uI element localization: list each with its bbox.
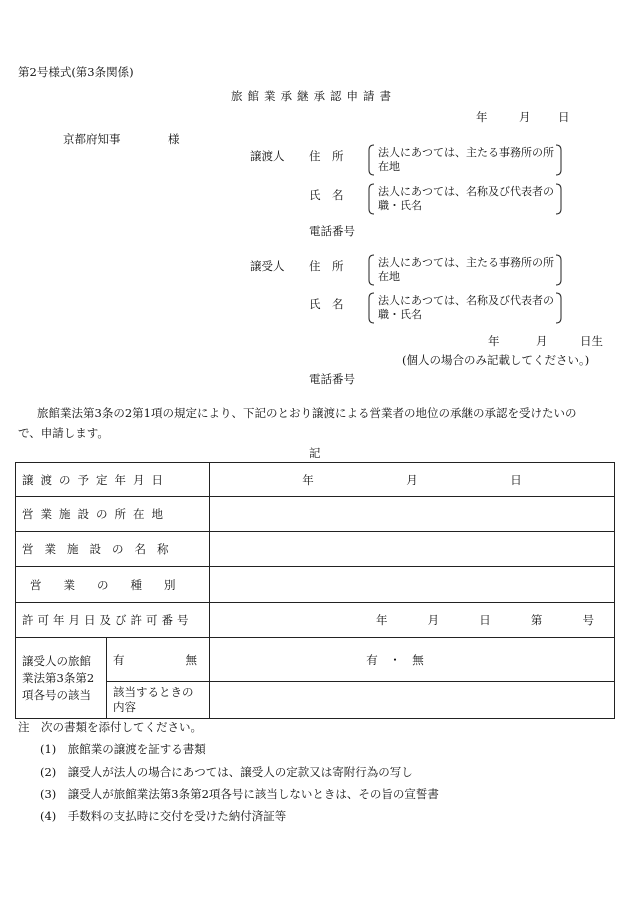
ki-heading: 記 — [309, 446, 321, 460]
table-row — [16, 602, 615, 638]
transfer-month: 月 — [406, 472, 418, 487]
transferee-address-note — [368, 254, 562, 286]
note-item — [40, 810, 286, 824]
addressee: 京都府知事 — [63, 132, 121, 146]
row-label: 営業施設の名称 — [16, 531, 210, 567]
note-text: 譲受人が旅館業法第3条第2項各号に該当しないときは、その旨の宣誓書 — [67, 787, 439, 801]
row-label: 営業の種別 — [16, 567, 210, 603]
application-paragraph-cont: で、申請します。 — [18, 426, 109, 440]
transferee-phone-label: 電話番号 — [309, 372, 355, 386]
row-label: 許可年月日及び許可番号 — [16, 602, 210, 638]
transferor-name-note-text: 法人にあつては、名称及び代表者の職・氏名 — [378, 185, 554, 212]
note-item — [40, 743, 206, 757]
transferee-header: 譲受人の旅館業法第3条第2項各号の該当 — [16, 638, 107, 719]
presence-label-b: 無 — [185, 652, 197, 667]
transferor-address-label: 住 所 — [309, 149, 344, 163]
permit-dai: 第 — [530, 613, 543, 628]
permit-day: 日 — [479, 613, 491, 628]
transferee-role: 譲受人 — [250, 259, 285, 273]
presence-value[interactable]: 有 ・ 無 — [210, 638, 615, 682]
row-label: 譲渡の予定年月日 — [16, 463, 210, 497]
row-value[interactable] — [210, 567, 615, 603]
table-row — [16, 567, 615, 603]
note-text: 譲受人が法人の場合にあつては、譲受人の定款又は寄附行為の写し — [67, 765, 413, 779]
birth-year: 年 — [488, 334, 500, 348]
presence-label — [107, 638, 210, 682]
application-paragraph: 旅館業法第3条の2第1項の規定により、下記のとおり譲渡による営業者の地位の承継の承認を受けたいの — [37, 406, 577, 420]
row-value[interactable] — [210, 531, 615, 567]
transferee-name-note — [368, 292, 562, 324]
transferor-role: 譲渡人 — [250, 149, 285, 163]
transferor-address-note — [368, 144, 562, 176]
transferee-name-label: 氏 名 — [309, 297, 344, 311]
presence-label-a: 有 — [113, 652, 125, 667]
note-num: (4) — [40, 809, 57, 823]
transferee-address-note-text: 法人にあつては、主たる事務所の所在地 — [378, 256, 554, 283]
transferor-phone-label: 電話番号 — [309, 224, 355, 238]
birth-month: 月 — [536, 334, 548, 348]
content-value[interactable] — [210, 682, 615, 719]
note-text: 旅館業の譲渡を証する書類 — [67, 742, 206, 756]
permit-year: 年 — [376, 613, 388, 628]
birth-note: (個人の場合のみ記載してください。) — [402, 353, 590, 367]
transfer-year: 年 — [302, 472, 314, 487]
note-item — [40, 788, 439, 802]
note-num: (3) — [40, 787, 57, 801]
transferee-address-label: 住 所 — [309, 259, 344, 273]
form-number: 第2号様式(第3条関係) — [18, 65, 134, 79]
permit-month: 月 — [427, 613, 440, 628]
date-month: 月 — [519, 110, 531, 124]
row-value[interactable] — [210, 463, 615, 497]
note-num: (1) — [40, 742, 57, 756]
honorific: 様 — [168, 132, 180, 146]
transferor-name-note — [368, 183, 562, 215]
transfer-day: 日 — [510, 472, 522, 487]
transferor-name-label: 氏 名 — [309, 188, 344, 202]
table-row — [16, 497, 615, 531]
date-day: 日 — [558, 110, 570, 124]
note-num: (2) — [40, 765, 57, 779]
table-row — [16, 638, 615, 682]
note-item — [40, 766, 413, 780]
row-value[interactable] — [210, 602, 615, 638]
row-value[interactable] — [210, 497, 615, 531]
notes-heading: 注 次の書類を添付してください。 — [18, 720, 202, 734]
content-label: 該当するときの内容 — [107, 682, 210, 719]
row-label: 営業施設の所在地 — [16, 497, 210, 531]
note-text: 手数料の支払時に交付を受けた納付済証等 — [67, 809, 287, 823]
details-table — [15, 462, 615, 719]
table-row — [16, 463, 615, 497]
table-row — [16, 531, 615, 567]
transferee-name-note-text: 法人にあつては、名称及び代表者の職・氏名 — [378, 294, 554, 321]
date-year: 年 — [476, 110, 488, 124]
birth-day: 日生 — [580, 334, 603, 348]
permit-go: 号 — [582, 613, 594, 628]
page-title: 旅館業承継承認申請書 — [231, 89, 396, 103]
transferor-address-note-text: 法人にあつては、主たる事務所の所在地 — [378, 146, 554, 173]
